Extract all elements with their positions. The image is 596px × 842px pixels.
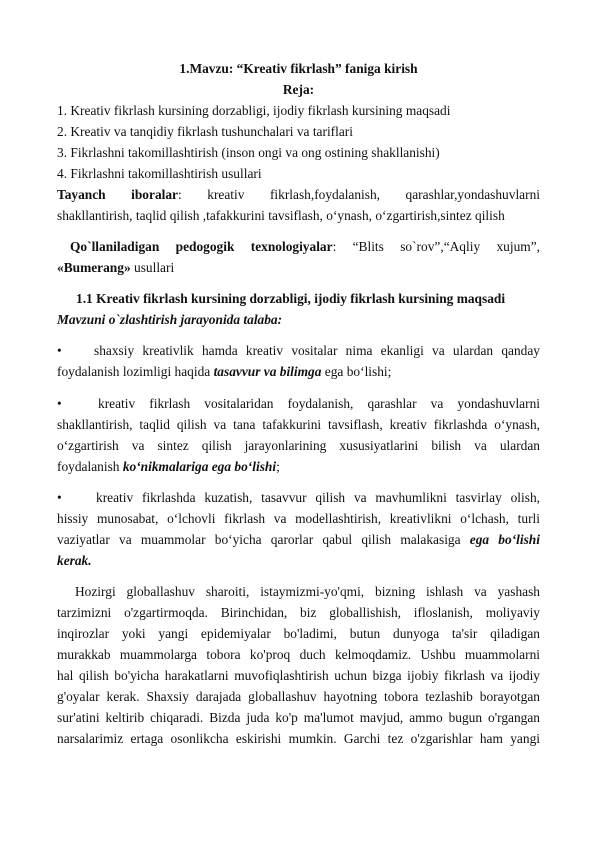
- keywords-line: [57, 187, 540, 203]
- paragraph-line: Hozirgi globallashuv sharoiti, istaymizmi-yo'qmi, bizning ishlash va yashash: [75, 584, 540, 599]
- plan-item: 1. Kreativ fikrlash kursining dorzabligi, ijodiy fikrlash kursining maqsadi: [57, 103, 451, 118]
- emphasis: ko‘nikmalariga ega bo‘lishi: [122, 459, 277, 474]
- paragraph-line: g'oyalar kerak. Shaxsiy darajada globallashuv hayotning tobora tezlashib borayotgan: [57, 689, 540, 704]
- bullet-1-line-2: foydalanish lozimligi haqida tasavvur va bilimga ega bo‘lishi;: [57, 364, 392, 379]
- bullet-3-line-3: vaziyatlar va muammolar bo‘yicha qarorlar qabul qilish malakasiga ega bo‘lishi: [57, 532, 540, 547]
- bullet-3-line-1: kreativ fikrlashda kuzatish, tasavvur qilish va mavhumlikni tasvirlay olish,: [96, 490, 540, 505]
- student-heading: Mavzuni o`zlashtirish jarayonida talaba:: [57, 312, 283, 327]
- emphasis: tasavvur va bilimga: [213, 364, 322, 379]
- bumerang-label: «Bumerang»: [57, 260, 131, 275]
- document-title: 1.Mavzu: “Kreativ fikrlash” faniga kirish: [179, 61, 418, 76]
- bullet-2-line-3: o‘zgartirish va sintez qilish jarayonlarining xususiyatlarini bilish va ulardan: [57, 438, 540, 453]
- paragraph-line: tarzimizni o'zgartirmoqda. Birinchidan, biz globallishish, ifloslanish, moliyaviy: [57, 605, 540, 620]
- bullet-3-line-4: kerak.: [57, 553, 92, 568]
- paragraph-line: murakkab muammolarga tobora ko'proq duch kelmoqdamiz. Ushbu muammolarni: [57, 647, 540, 662]
- paragraph-line: hal qilish bo'yicha harakatlarni muvofiqlashtirish uchun bizga ijobiy fikrlash va ijodiy: [57, 668, 540, 683]
- paragraph-line: sur'atini keltirib chiqaradi. Bizda juda ko'p ma'lumot mavjud, ammo bugun o'rgangan: [57, 710, 540, 725]
- bullet-3-line-2: hissiy munosabat, o‘lchovli fikrlash va modellashtirish, kreativlikni o‘lchash, turli: [57, 511, 540, 526]
- keywords-line-2: shakllantirish, taqlid qilish ,tafakkurini tavsiflash, o‘ynash, o‘zgartirish,sintez qilish: [57, 208, 505, 223]
- plan-heading: Reja:: [282, 82, 315, 97]
- bullet-2-line-1: kreativ fikrlash vositalaridan foydalanish, qarashlar va yondashuvlarni: [98, 396, 540, 411]
- bullet-2-line-2: shakllantirish, taqlid qilish va tana tafakkurini tavsiflash, kreativ fikrlashda o‘ynash,: [57, 417, 540, 432]
- technologies-line-2: «Bumerang» usullari: [57, 260, 175, 275]
- bullet-1-line-1: shaxsiy kreativlik hamda kreativ vositalar nima ekanligi va ulardan qanday: [94, 343, 540, 358]
- bullet-mark: •: [57, 396, 62, 411]
- keywords-text: : kreativ fikrlash,foydalanish, qarashlar,yondashuvlarni: [178, 187, 540, 202]
- keywords-label: Tayanch iboralar: [57, 187, 179, 202]
- emphasis: ega bo‘lishi: [469, 532, 540, 547]
- technologies-label: Qo`llaniladigan pedogogik texnologiyalar: [70, 239, 333, 254]
- plan-item: 2. Kreativ va tanqidiy fikrlash tushunchalari va tariflari: [57, 124, 353, 139]
- bullet-mark: •: [57, 343, 62, 358]
- paragraph-line: inqirozlar yoki yangi epidemiyalar bo'ladimi, butun dunyoga ta'sir qiladigan: [57, 626, 540, 641]
- technologies-text: : “Blits so`rov”,“Aqliy xujum”,: [332, 239, 540, 254]
- section-heading: 1.1 Kreativ fikrlash kursining dorzabligi, ijodiy fikrlash kursining maqsadi: [76, 291, 506, 306]
- plan-item: 4. Fikrlashni takomillashtirish usullari: [57, 166, 262, 181]
- bullet-2-line-4: foydalanish ko‘nikmalariga ega bo‘lishi;: [57, 459, 280, 474]
- paragraph-line: narsalarimiz ertaga osonlikcha eskirishi mumkin. Garchi tez o'zgarishlar ham yangi: [57, 731, 540, 746]
- plan-item: 3. Fikrlashni takomillashtirish (inson ongi va ong ostining shakllanishi): [57, 145, 440, 160]
- technologies-line: [70, 239, 540, 255]
- bullet-mark: •: [57, 490, 62, 505]
